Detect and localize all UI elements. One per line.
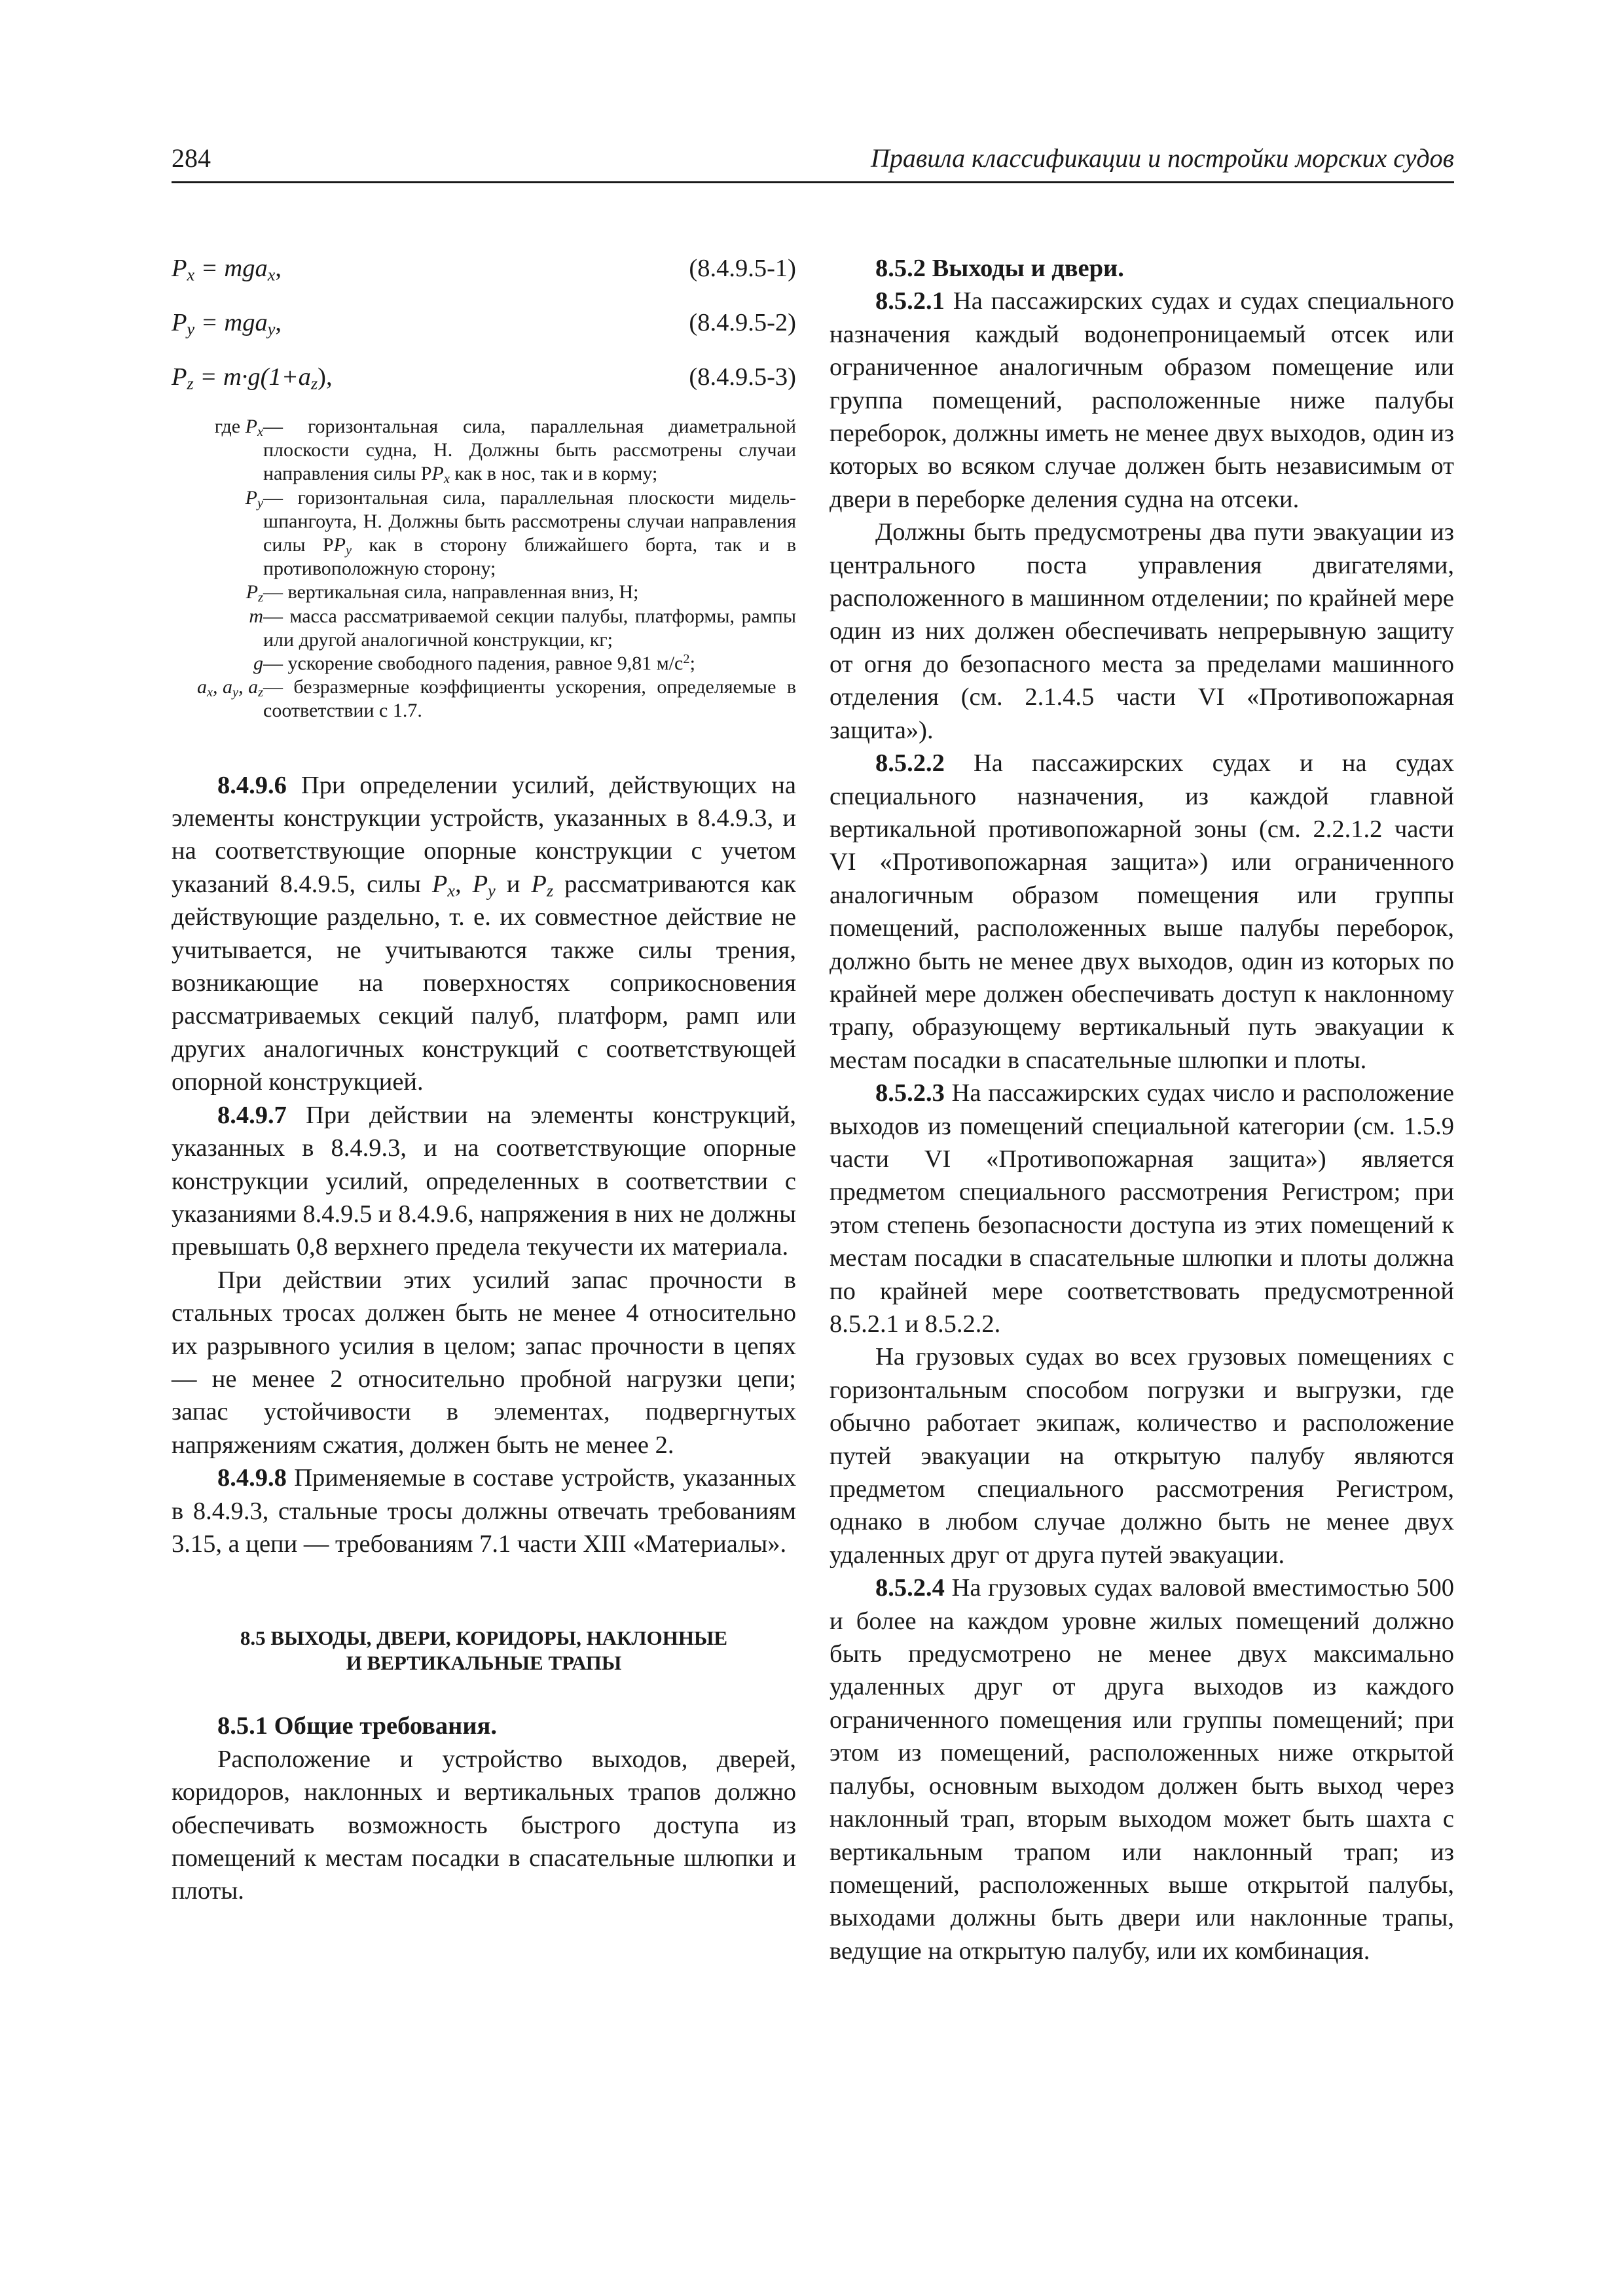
right-column (830, 252, 1454, 1967)
subheading-8-5-1: 8.5.1 Общие требования. (217, 1712, 497, 1740)
paragraph-8-5-1: Расположение и устройство выходов, дверей, коридоров, наклонных и вертикальных трапов должно обеспечивать возможность быстрого доступа из помещений к местам посадки в спасательные шлюпки и плоты. (172, 1745, 796, 1905)
definition-pz: $P_z$ — вертикальная сила, направленная вниз, Н; (246, 581, 639, 605)
paragraph-8-5-2-3-cont: На грузовых судах во всех грузовых помещениях с горизонтальным способом погрузки и выгрузки, где обычно работает экипаж, количество и расположение путей эвакуации на открытую палубу являются предметом специального рассмотрения Регистром, однако в любом случае должно быть не менее двух удаленных друг от друга путей эвакуации. (830, 1343, 1454, 1569)
formula-pz: $P_z = m\cdot g(1+a_z)$, (8.4.9.5-3) (172, 361, 796, 393)
header-rule (172, 181, 1454, 183)
formula-number: (8.4.9.5-1) (689, 255, 796, 282)
paragraph-8-4-9-7: 8.4.9.7 При действии на элементы конструкций, указанных в 8.4.9.3, и на соответствующие опорные конструкции усилий, определенных в соответствии с указаниями 8.4.9.5 и 8.4.9.6, напряжения в них не должны превышать 0,8 верхнего предела текучести их материала. (172, 1101, 796, 1261)
formula-number: (8.4.9.5-3) (689, 363, 796, 391)
definition-m: m — масса рассматриваемой секции палубы, платформы, рампы или другой аналогичной конструкции, кг; (249, 605, 796, 651)
running-title: Правила классификации и постройки морских судов (870, 143, 1454, 173)
definition-a: $a_x$, $a_y$, $a_z$ — безразмерные коэффициенты ускорения, определяемые в соответствии с 1.7. (196, 676, 796, 722)
symbol-definitions (172, 415, 796, 723)
definition-px: где $P_x$ — горизонтальная сила, параллельная диаметральной плоскости судна, Н. Должны быть рассмотрены случаи направления силы $PP_x$ как в нос, так и в корму; (214, 416, 796, 487)
paragraph-8-5-2-1-cont: Должны быть предусмотрены два пути эвакуации из центрального поста управления двигателями, расположенного в машинном отделении; по крайней мере один из них должен обеспечивать непрерывную защиту от огня до безопасного места за пределами машинного отделения (см. 2.1.4.5 части VI «Противопожарная защита»). (830, 518, 1454, 744)
subheading-8-5-2: 8.5.2 Выходы и двери. (875, 255, 1124, 282)
paragraph-8-5-2-2: 8.5.2.2 На пассажирских судах и на судах специального назначения, из каждой главной вертикальной противопожарной зоны (см. 2.2.1.2 части VI «Противопожарная защита») или ограниченного аналогичным образом помещения или группы помещений, расположенных выше палубы переборок, должно быть не менее двух выходов, один из которых по крайней мере должен обеспечивать доступ к наклонному трапу, образующему вертикальный путь эвакуации к местам посадки в спасательные шлюпки и плоты. (830, 749, 1454, 1074)
paragraph-8-5-2-1: 8.5.2.1 На пассажирских судах и судах специального назначения каждый водонепроницаемый отсек или ограниченное аналогичным образом помещение или группа помещений, расположенные ниже палубы переборок, должны иметь не менее двух выходов, один из которых во всяком случае должен быть независимым от двери в переборке деления судна на отсеки. (830, 287, 1454, 513)
paragraph-8-4-9-8: 8.4.9.8 Применяемые в составе устройств, указанных в 8.4.9.3, стальные тросы должны отвечать требованиям 3.15, а цепи — требованиям 7.1 части XIII «Материалы». (172, 1464, 796, 1558)
definition-py: $P_y$ — горизонтальная сила, параллельная плоскости мидель-шпангоута, Н. Должны быть рассмотрены случаи направления силы $PP_y$ как в сторону ближайшего борта, так и в противоположную сторону; (245, 486, 796, 580)
formula-py: $P_y = mga_y$, (8.4.9.5-2) (172, 306, 796, 339)
paragraph-8-4-9-6: 8.4.9.6 При определении усилий, действующих на элементы конструкции устройств, указанных в 8.4.9.3, и на соответствующие опорные конструкции с учетом указаний 8.4.9.5, силы $P_x$, $P_y$ и $P_z$ рассматриваются как действующие раздельно, т. е. их совместное действие не учитывается, не учитываются также силы трения, возникающие на поверхностях соприкосновения рассматриваемых секций палуб, платформ, рамп или других аналогичных конструкций с соответствующей опорной конструкцией. (172, 771, 797, 1096)
paragraph-8-5-2-4: 8.5.2.4 На грузовых судах валовой вместимостью 500 и более на каждом уровне жилых помещений должно быть предусмотрено не менее двух максимально удаленных друг от друга выходов из каждого ограниченного помещения или группы помещений; при этом из помещений, расположенных ниже открытой палубы, основным выходом должен быть выход через наклонный трап, вторым выходом может быть шахта с вертикальным трапом или наклонный трап; из помещений, расположенных выше открытой палубы, выходами должны быть двери или наклонные трапы, ведущие на открытую палубу, или их комбинация. (830, 1574, 1454, 1965)
paragraph-8-5-2-3: 8.5.2.3 На пассажирских судах число и расположение выходов из помещений специальной категории (см. 1.5.9 части VI «Противопожарная защита») является предметом специального рассмотрения Регистром; при этом степень безопасности доступа из этих помещений к местам посадки в спасательные шлюпки и плоты должна по крайней мере соответствовать предусмотренной 8.5.2.1 и 8.5.2.2. (830, 1079, 1454, 1338)
definition-g: g — ускорение свободного падения, равное 9,81 $м/с^2$; (253, 651, 695, 675)
section-heading-8-5: 8.5 ВЫХОДЫ, ДВЕРИ, КОРИДОРЫ, НАКЛОННЫЕ И ВЕРТИКАЛЬНЫЕ ТРАПЫ (240, 1626, 728, 1675)
paragraph-8-4-9-7-cont: При действии этих усилий запас прочности в стальных тросах должен быть не менее 4 относительно их разрывного усилия в целом; запас прочности в цепях — не менее 2 относительно пробной нагрузки цепи; запас устойчивости в элементах, подвергнутых напряжениям сжатия, должен быть не менее 2. (172, 1266, 796, 1459)
formula-number: (8.4.9.5-2) (689, 309, 796, 336)
left-column (172, 252, 796, 1908)
formula-px: $P_x = mga_x$, (8.4.9.5-1) (172, 252, 796, 285)
page-number: 284 (172, 143, 211, 173)
